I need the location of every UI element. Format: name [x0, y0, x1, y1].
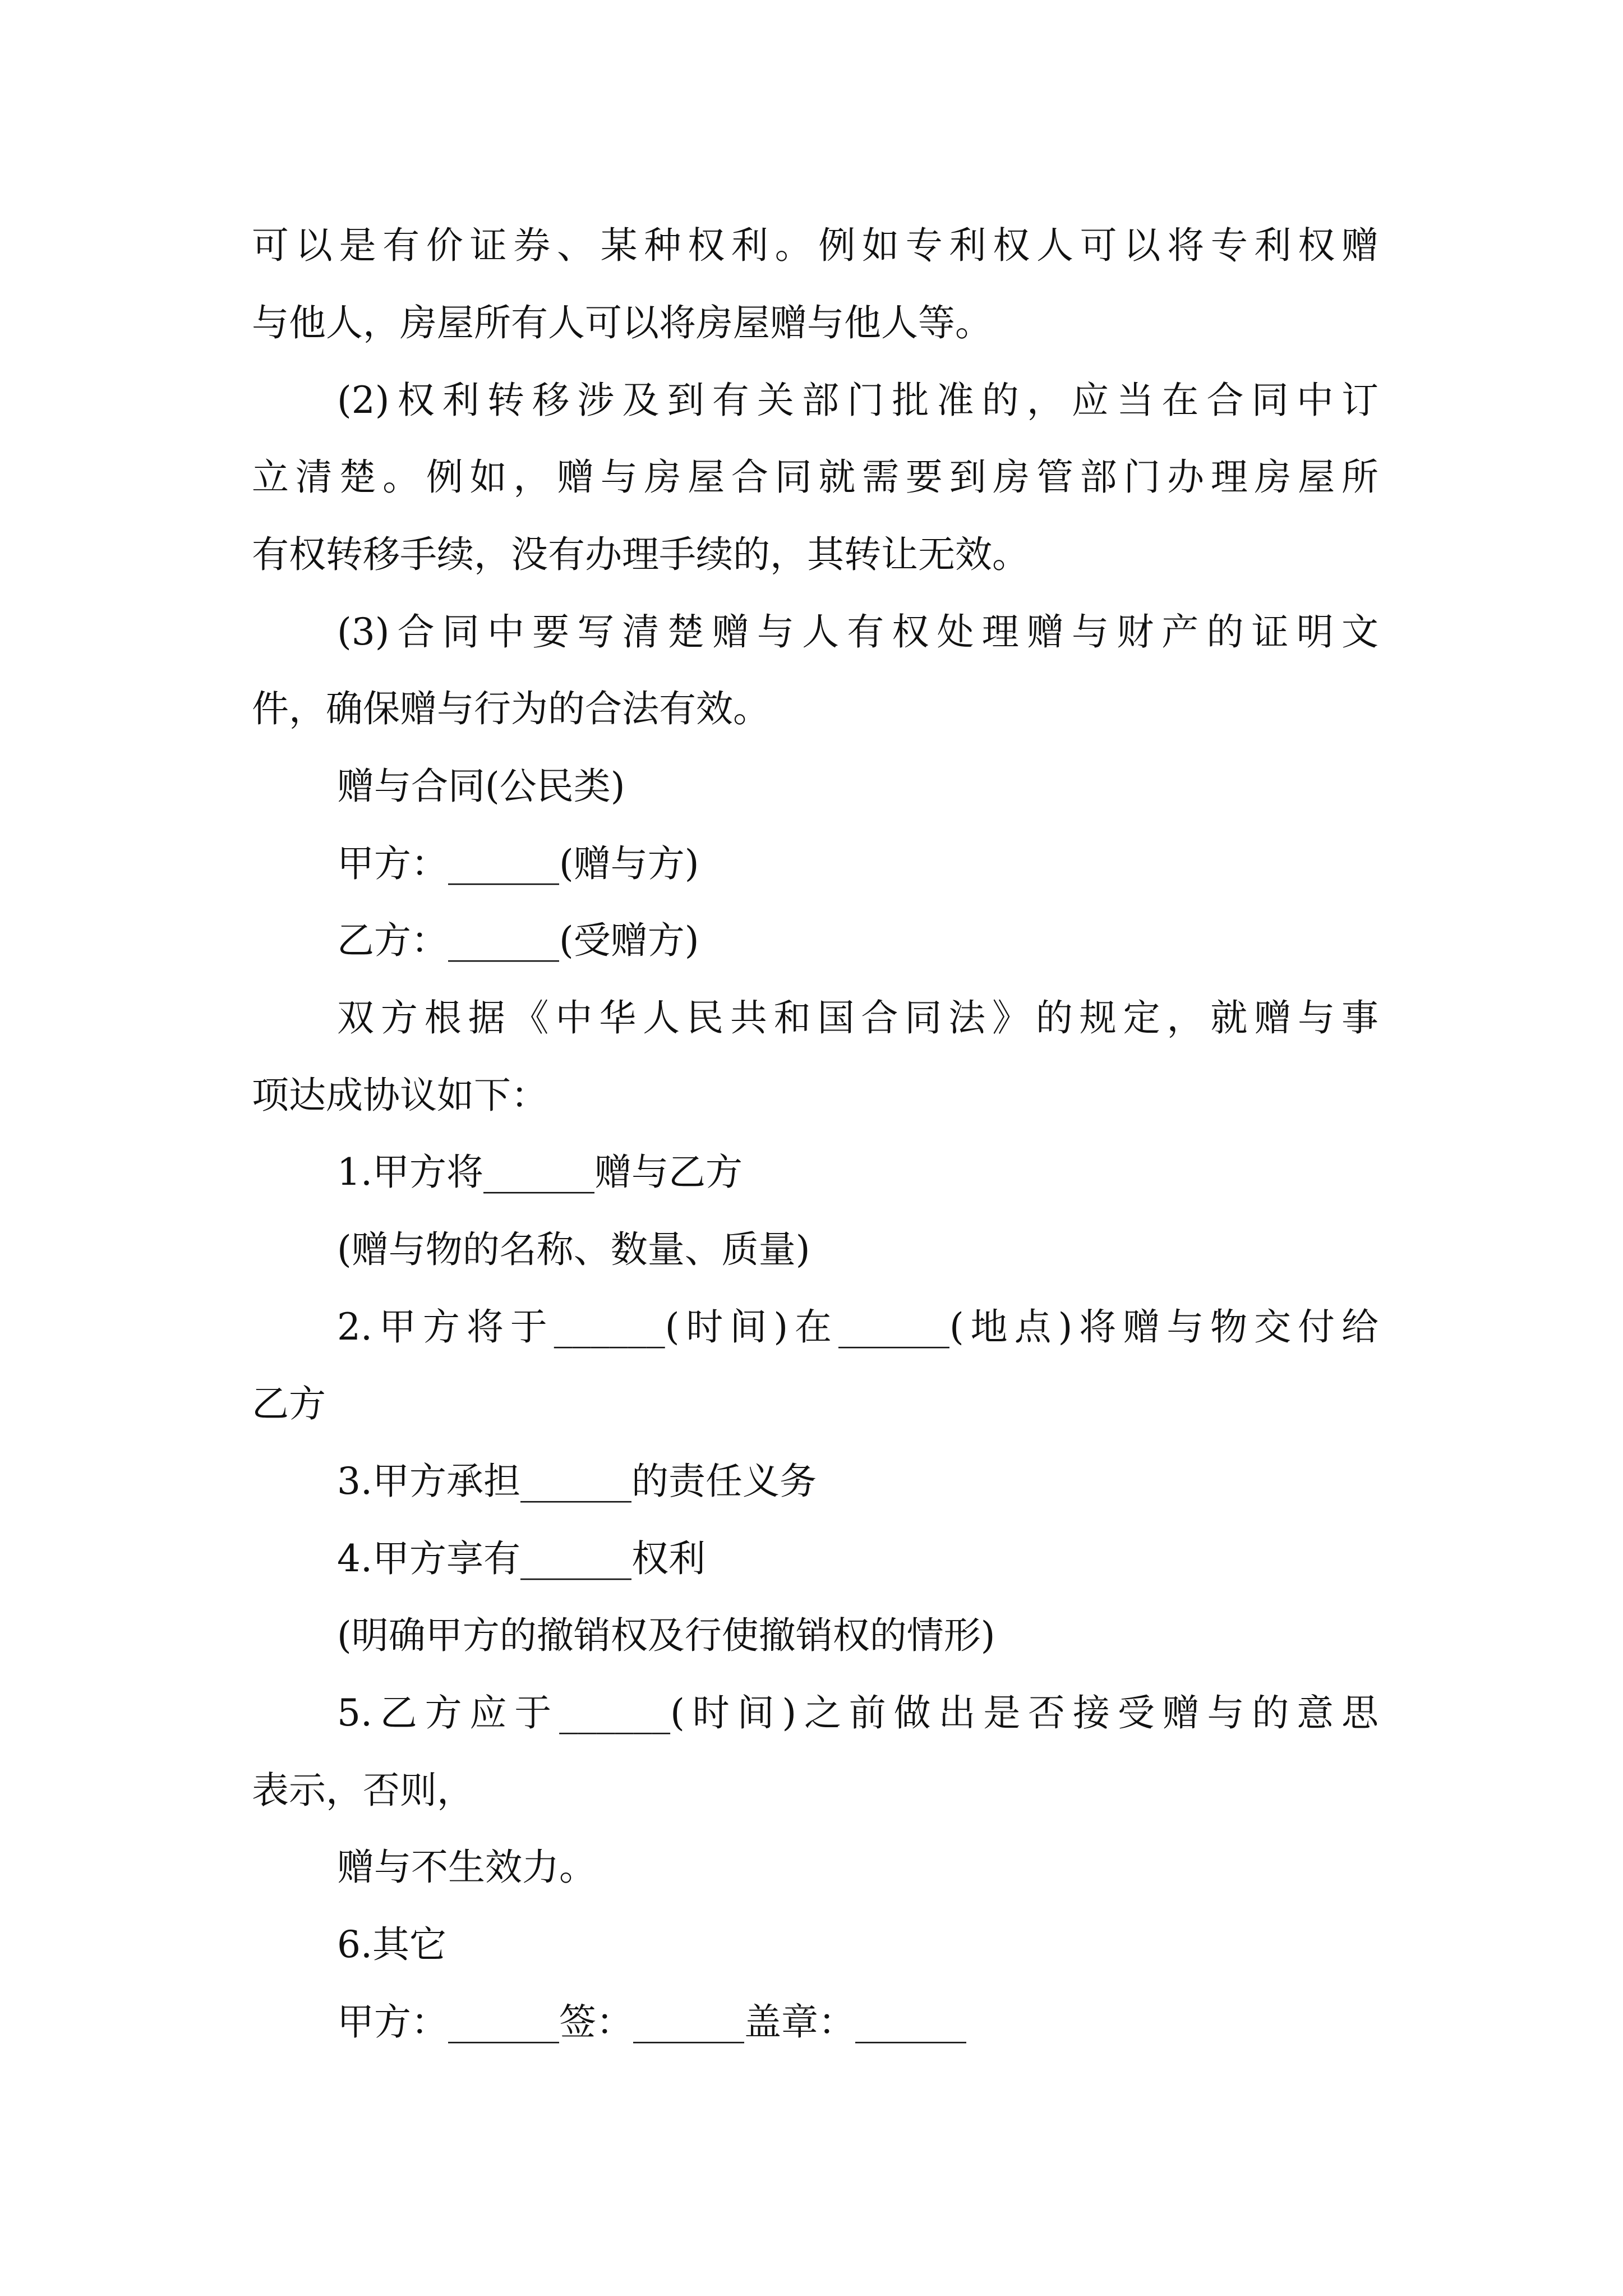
- party-a-line: 甲方：______(赠与方): [337, 842, 699, 885]
- text-line: 赠与不生效力。: [337, 1846, 596, 1889]
- signature-line: 甲方：______签：______盖章：______: [337, 2000, 966, 2044]
- text-line: 件，确保赠与行为的合法有效。: [252, 687, 770, 730]
- section-title: 赠与合同(公民类): [337, 765, 625, 808]
- text-line: 可以是有价证券、某种权利。例如专利权人可以将专利权赠: [252, 224, 1378, 267]
- clause-5: 5.乙方应于______(时间)之前做出是否接受赠与的意思: [337, 1691, 1378, 1734]
- clause-1: 1.甲方将______赠与乙方: [337, 1151, 743, 1194]
- clause-note: (赠与物的名称、数量、质量): [337, 1228, 810, 1271]
- text-line: 项达成协议如下：: [252, 1074, 548, 1117]
- text-line: 立清楚。例如，赠与房屋合同就需要到房管部门办理房屋所: [252, 455, 1378, 499]
- text-line: (2)权利转移涉及到有关部门批准的，应当在合同中订: [337, 379, 1378, 422]
- clause-6: 6.其它: [337, 1923, 446, 1966]
- text-line: 有权转移手续，没有办理手续的，其转让无效。: [252, 533, 1029, 576]
- clause-2: 2.甲方将于______(时间)在______(地点)将赠与物交付给: [337, 1305, 1378, 1349]
- clause-3: 3.甲方承担______的责任义务: [337, 1460, 817, 1503]
- text-line: (3)合同中要写清楚赠与人有权处理赠与财产的证明文: [337, 610, 1378, 654]
- text-line: 表示，否则，: [252, 1769, 474, 1812]
- text-line: 双方根据《中华人民共和国合同法》的规定，就赠与事: [337, 996, 1378, 1039]
- text-line: 与他人，房屋所有人可以将房屋赠与他人等。: [252, 301, 992, 344]
- clause-4: 4.甲方享有______权利: [337, 1537, 706, 1580]
- text-line: 乙方: [252, 1382, 326, 1425]
- clause-note: (明确甲方的撤销权及行使撤销权的情形): [337, 1614, 995, 1657]
- party-b-line: 乙方：______(受赠方): [337, 919, 699, 962]
